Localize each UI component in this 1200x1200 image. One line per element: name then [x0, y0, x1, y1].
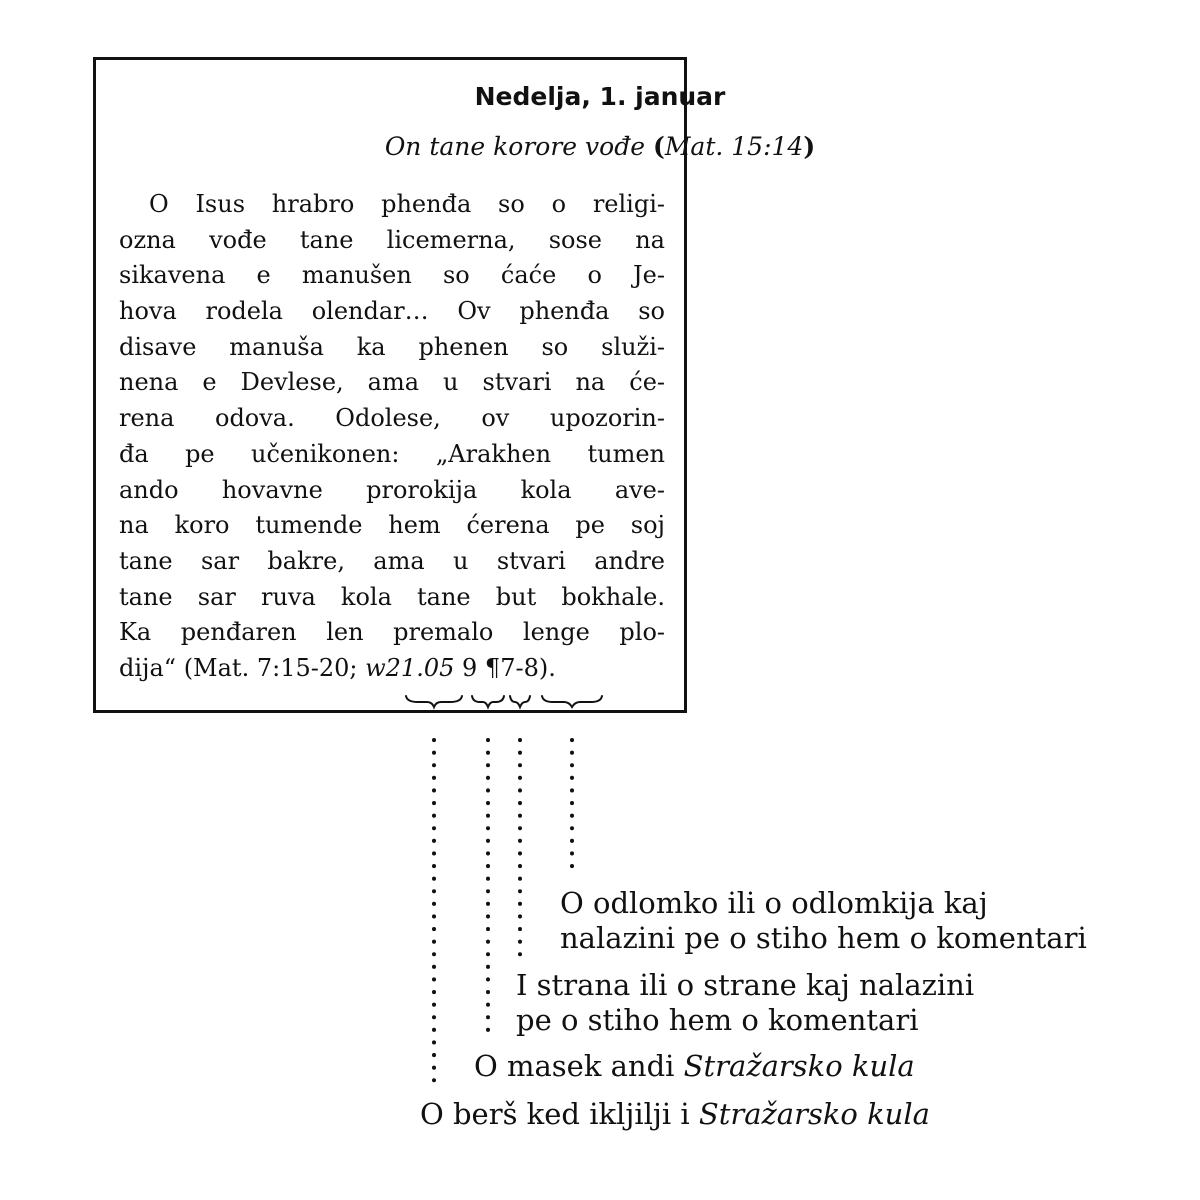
ref-paragraph: ¶7-8: [484, 653, 539, 682]
comment-line: sikavena e manušen so ćaće o Je-: [119, 261, 665, 290]
comment-line: nena e Devlese, ama u stvari na će-: [119, 368, 665, 397]
page-label-line1: I strana ili o strane kaj nalazini: [516, 968, 975, 1002]
comment-line: ando hovavne prorokija kola ave-: [119, 475, 665, 504]
comment-line: tane sar bakre, ama u stvari andre: [119, 546, 665, 575]
comment-line: hova rodela olendar… Ov phenđa so: [119, 297, 665, 326]
page-label-line2: pe o stiho hem o komentari: [516, 1003, 919, 1037]
brace-year: [406, 696, 462, 707]
comment-line: đa pe učenikonen: „Arakhen tumen: [119, 439, 665, 468]
page-callout-label: [516, 968, 974, 1038]
ref-issue: .05: [416, 653, 455, 682]
last-line-suffix: ).: [538, 653, 556, 682]
comment-line: rena odova. Odolese, ov upozorin-: [119, 404, 665, 433]
paragraph-label-line2: nalazini pe o stiho hem o komentari: [560, 921, 1087, 955]
date-heading: Nedelja, 1. januar: [474, 82, 726, 111]
paragraph-callout-label: [560, 886, 1087, 956]
theme-paren-open: (: [652, 132, 665, 161]
issue-label-prefix: O masek andi: [474, 1049, 684, 1083]
issue-callout-label: [474, 1049, 915, 1084]
theme-reference: Mat. 15:14: [664, 132, 804, 161]
theme-paren-close: ): [803, 132, 816, 161]
comment-line: O Isus hrabro phenđa so o religi-: [149, 190, 665, 218]
year-label-italic: Stražarsko kula: [698, 1097, 930, 1131]
ref-year: w21: [365, 653, 417, 682]
brace-page: [510, 696, 530, 707]
comment-line: ozna vođe tane licemerna, sose na: [119, 225, 665, 254]
issue-label-italic: Stražarsko kula: [683, 1049, 915, 1083]
comment-line: tane sar ruva kola tane but bokhale.: [119, 582, 665, 611]
year-callout-label: [420, 1097, 930, 1132]
comment-line: disave manuša ka phenen so služi-: [119, 332, 665, 361]
comment-line: Ka penđaren len premalo lenge plo-: [119, 618, 665, 647]
brace-issue: [472, 696, 504, 707]
paragraph-label-line1: O odlomko ili o odlomkija kaj: [560, 886, 988, 920]
theme-text: On tane korore vođe: [384, 132, 646, 161]
year-label-prefix: O berš ked ikljilji i: [420, 1097, 699, 1131]
last-line-prefix: dija“ (Mat. 7:15-20;: [119, 653, 366, 682]
comment-line: na koro tumende hem ćerena pe soj: [119, 511, 665, 540]
brace-paragraph: [542, 696, 602, 707]
ref-page: 9: [462, 653, 478, 682]
